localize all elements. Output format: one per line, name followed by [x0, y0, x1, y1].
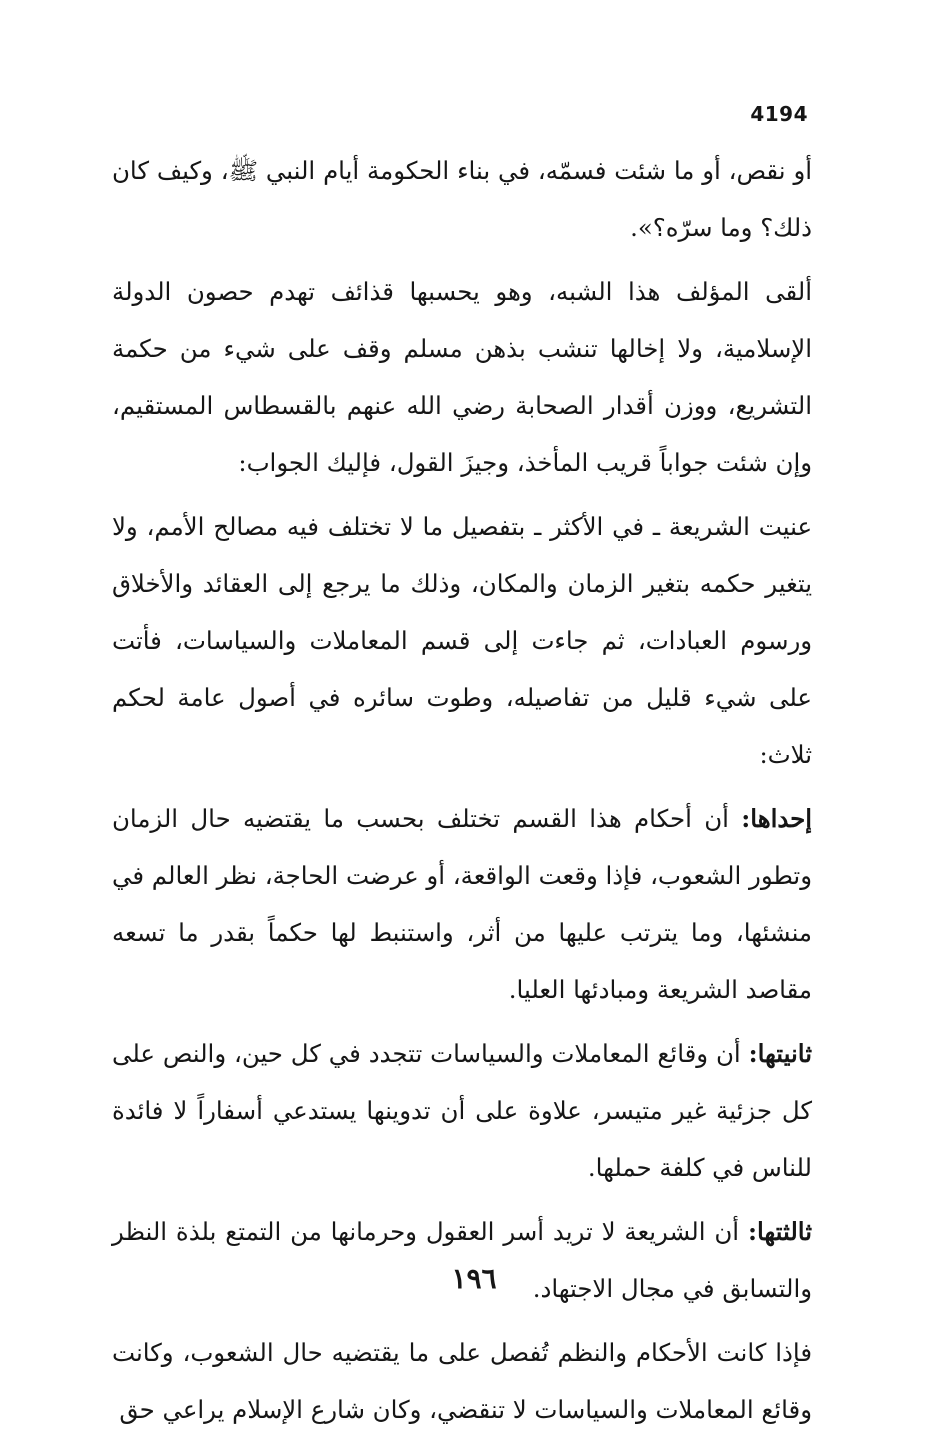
page-number: ١٩٦: [451, 1262, 497, 1295]
text-body: [112, 142, 812, 1445]
paragraph-text: عنيت الشريعة ـ في الأكثر ـ بتفصيل ما لا تختلف فيه مصالح الأمم، ولا يتغير حكمه بتغير الزمان والمكان، وذلك ما يرجع إلى العقائد والأخلاق ورسوم العبادات، ثم جاءت إلى قسم المعاملات والسياسات، فأتت على شيء قليل من تفاصيله، وطوت سائره في أصول عامة لحكم ثلاث:: [112, 512, 812, 769]
paragraph: [112, 1324, 812, 1438]
paragraph-text: ألقى المؤلف هذا الشبه، وهو يحسبها قذائف تهدم حصون الدولة الإسلامية، ولا إخالها تنشب بذهن مسلم وقف على شيء من حكمة التشريع، ووزن أقدار الصحابة رضي الله عنهم بالقسطاس المستقيم، وإن شئت جواباً قريب المأخذ، وجيزَ القول، فإليك الجواب:: [112, 277, 812, 477]
paragraph: [112, 498, 812, 783]
paragraph: [112, 790, 812, 1018]
paragraph-text: فإذا كانت الأحكام والنظم تُفصل على ما يقتضيه حال الشعوب، وكانت وقائع المعاملات والسياسات لا تنقضي، وكان شارع الإسلام يراعي حق: [112, 1338, 812, 1424]
paragraph: [112, 263, 812, 491]
paragraph-text: أو نقص، أو ما شئت فسمّه، في بناء الحكومة أيام النبي ﷺ، وكيف كان ذلك؟ وما سرّه؟».: [112, 156, 812, 242]
paragraph-text: أن وقائع المعاملات والسياسات تتجدد في كل حين، والنص على كل جزئية غير متيسر، علاوة على أن تدوينها يستدعي أسفاراً لا فائدة للناس في كلفة حملها.: [112, 1039, 812, 1182]
paragraph-text: أن أحكام هذا القسم تختلف بحسب ما يقتضيه حال الزمان وتطور الشعوب، فإذا وقعت الواقعة، أو عرضت الحاجة، نظر العالم في منشئها، وما يترتب عليها من أثر، واستنبط لها حكماً بقدر ما تسعه مقاصد الشريعة ومبادئها العليا.: [112, 804, 812, 1004]
page-code: 4194: [750, 102, 808, 126]
paragraph-lead: إحداها:: [741, 804, 812, 833]
paragraph: [112, 1203, 812, 1317]
paragraph: [112, 142, 812, 256]
paragraph-lead: ثانيتها:: [748, 1039, 812, 1068]
paragraph-text: أن الشريعة لا تريد أسر العقول وحرمانها من التمتع بلذة النظر والتسابق في مجال الاجتهاد.: [112, 1217, 812, 1303]
paragraph: [112, 1025, 812, 1196]
paragraph-lead: ثالثتها:: [747, 1217, 812, 1246]
